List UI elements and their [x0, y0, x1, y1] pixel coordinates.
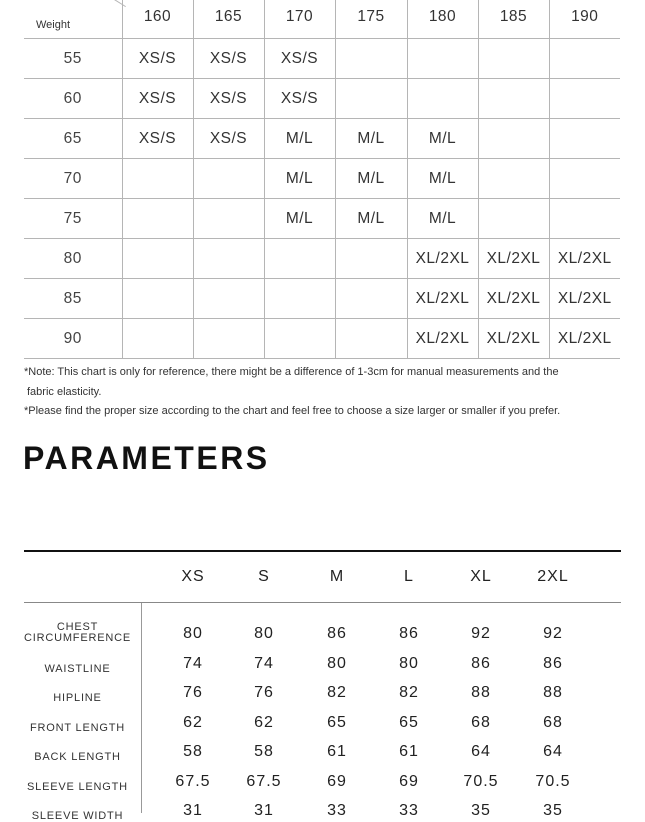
- size-cell: [193, 279, 264, 319]
- size-cell: XS/S: [122, 79, 193, 119]
- height-header: 175: [335, 0, 407, 39]
- size-cell: XL/2XL: [549, 239, 620, 279]
- parameters-column-divider: [141, 603, 142, 813]
- parameters-top-rule: [24, 550, 621, 552]
- parameter-value: 65: [399, 714, 419, 731]
- size-chart-row: [24, 279, 620, 319]
- size-cell: [264, 319, 335, 359]
- parameter-value: 69: [399, 773, 419, 790]
- size-chart-corner-cell: [24, 0, 122, 39]
- size-cell: [478, 159, 549, 199]
- parameter-row-label: SLEEVE LENGTH: [27, 781, 128, 793]
- size-cell: [122, 239, 193, 279]
- parameter-value: 88: [471, 684, 491, 701]
- parameter-value: 70.5: [463, 773, 499, 790]
- parameter-value: 58: [183, 743, 203, 760]
- height-header: 170: [264, 0, 335, 39]
- parameter-value: 82: [327, 684, 347, 701]
- size-cell: XS/S: [122, 39, 193, 79]
- size-cell: XL/2XL: [549, 279, 620, 319]
- parameter-value: 80: [399, 655, 419, 672]
- size-cell: [549, 159, 620, 199]
- parameter-size-header: M: [329, 568, 345, 585]
- weight-cell: 75: [24, 199, 122, 239]
- parameter-value: 86: [399, 625, 419, 642]
- size-chart-table: [24, 0, 620, 359]
- parameter-value: 69: [327, 773, 347, 790]
- parameter-value: 33: [327, 802, 347, 819]
- parameter-label-line: CHEST: [56, 621, 99, 633]
- parameter-value: 62: [254, 714, 274, 731]
- size-cell: XL/2XL: [407, 319, 478, 359]
- parameter-value: 86: [471, 655, 491, 672]
- size-cell: [193, 319, 264, 359]
- weight-cell: 80: [24, 239, 122, 279]
- parameter-value: 68: [471, 714, 491, 731]
- size-cell: XS/S: [193, 79, 264, 119]
- size-cell: [122, 159, 193, 199]
- parameter-row-label: WAISTLINE: [44, 663, 111, 675]
- size-chart-body: [24, 39, 620, 359]
- size-cell: XS/S: [264, 79, 335, 119]
- parameter-value: 35: [471, 802, 491, 819]
- parameter-row-label: FRONT LENGTH: [30, 722, 125, 734]
- size-cell: XL/2XL: [549, 319, 620, 359]
- parameter-value: 61: [327, 743, 347, 760]
- note-reference: *Note: This chart is only for reference, there might be a difference of 1-3cm for manual measurements and the: [24, 366, 559, 378]
- size-cell: [549, 199, 620, 239]
- size-cell: [478, 39, 549, 79]
- size-cell: [193, 199, 264, 239]
- parameter-value: 74: [254, 655, 274, 672]
- size-chart-row: [24, 199, 620, 239]
- size-cell: [264, 239, 335, 279]
- note-choose-size: *Please find the proper size according to the chart and feel free to choose a size larger or smaller if you prefer.: [24, 405, 561, 417]
- height-header: 180: [407, 0, 478, 39]
- size-cell: [478, 119, 549, 159]
- size-cell: XS/S: [264, 39, 335, 79]
- size-cell: M/L: [407, 199, 478, 239]
- parameters-header-rule: [24, 602, 621, 603]
- parameter-value: 80: [183, 625, 203, 642]
- parameter-value: 31: [254, 802, 274, 819]
- size-cell: [335, 319, 407, 359]
- size-cell: XL/2XL: [478, 279, 549, 319]
- size-cell: [549, 39, 620, 79]
- size-cell: M/L: [407, 119, 478, 159]
- parameter-value: 70.5: [535, 773, 571, 790]
- size-cell: [193, 159, 264, 199]
- parameter-value: 76: [183, 684, 203, 701]
- size-chart-header-row: [24, 0, 620, 39]
- size-cell: [335, 79, 407, 119]
- size-chart-row: [24, 79, 620, 119]
- parameter-label-line: CIRCUMFERENCE: [24, 632, 131, 644]
- size-cell: XS/S: [122, 119, 193, 159]
- size-cell: M/L: [264, 119, 335, 159]
- parameter-value: 92: [471, 625, 491, 642]
- size-cell: M/L: [264, 159, 335, 199]
- parameter-value: 74: [183, 655, 203, 672]
- size-cell: [122, 319, 193, 359]
- parameter-value: 67.5: [246, 773, 282, 790]
- size-chart-row: [24, 239, 620, 279]
- parameter-value: 82: [399, 684, 419, 701]
- parameter-size-header: XS: [181, 568, 205, 585]
- height-header: 185: [478, 0, 549, 39]
- parameter-value: 88: [543, 684, 563, 701]
- weight-cell: 55: [24, 39, 122, 79]
- size-cell: [335, 279, 407, 319]
- size-cell: M/L: [335, 199, 407, 239]
- size-cell: [335, 39, 407, 79]
- size-cell: [407, 79, 478, 119]
- parameter-size-header: S: [258, 568, 270, 585]
- parameter-value: 92: [543, 625, 563, 642]
- parameter-value: 67.5: [175, 773, 211, 790]
- parameter-value: 80: [327, 655, 347, 672]
- parameter-row-label: HIPLINE: [53, 692, 102, 704]
- parameter-size-header: L: [404, 568, 414, 585]
- parameter-size-header: XL: [470, 568, 492, 585]
- size-cell: M/L: [335, 159, 407, 199]
- parameter-row-label: SLEEVE WIDTH: [31, 810, 124, 822]
- parameter-value: 62: [183, 714, 203, 731]
- size-cell: [407, 39, 478, 79]
- size-cell: [122, 279, 193, 319]
- size-cell: XS/S: [193, 39, 264, 79]
- size-cell: M/L: [264, 199, 335, 239]
- size-cell: [478, 199, 549, 239]
- size-chart-row: [24, 319, 620, 359]
- parameter-value: 68: [543, 714, 563, 731]
- parameter-value: 58: [254, 743, 274, 760]
- parameter-value: 65: [327, 714, 347, 731]
- parameter-size-header: 2XL: [537, 568, 569, 585]
- parameter-value: 64: [471, 743, 491, 760]
- size-chart-row: [24, 39, 620, 79]
- size-cell: [193, 239, 264, 279]
- parameter-value: 61: [399, 743, 419, 760]
- size-cell: [122, 199, 193, 239]
- size-chart-row: [24, 159, 620, 199]
- parameter-row-label: [24, 622, 131, 644]
- weight-cell: 90: [24, 319, 122, 359]
- parameter-value: 86: [543, 655, 563, 672]
- size-cell: [335, 239, 407, 279]
- size-cell: XL/2XL: [478, 239, 549, 279]
- parameter-row-label: BACK LENGTH: [34, 751, 121, 763]
- weight-label: Weight: [36, 19, 71, 31]
- size-cell: [264, 279, 335, 319]
- weight-cell: 65: [24, 119, 122, 159]
- weight-cell: 60: [24, 79, 122, 119]
- size-chart-row: [24, 119, 620, 159]
- height-header: 160: [122, 0, 193, 39]
- size-cell: XL/2XL: [478, 319, 549, 359]
- height-header: 165: [193, 0, 264, 39]
- parameter-value: 33: [399, 802, 419, 819]
- parameters-title: PARAMETERS: [23, 440, 270, 476]
- size-cell: [549, 79, 620, 119]
- weight-cell: 70: [24, 159, 122, 199]
- parameter-value: 86: [327, 625, 347, 642]
- note-reference-cont: fabric elasticity.: [27, 386, 102, 398]
- size-cell: [478, 79, 549, 119]
- corner-diagonal: [91, 0, 125, 7]
- size-cell: [549, 119, 620, 159]
- size-cell: M/L: [335, 119, 407, 159]
- size-cell: XS/S: [193, 119, 264, 159]
- size-cell: XL/2XL: [407, 239, 478, 279]
- parameter-value: 35: [543, 802, 563, 819]
- size-cell: M/L: [407, 159, 478, 199]
- parameter-value: 80: [254, 625, 274, 642]
- height-header: 190: [549, 0, 620, 39]
- weight-cell: 85: [24, 279, 122, 319]
- parameter-value: 31: [183, 802, 203, 819]
- parameter-value: 64: [543, 743, 563, 760]
- size-cell: XL/2XL: [407, 279, 478, 319]
- parameter-value: 76: [254, 684, 274, 701]
